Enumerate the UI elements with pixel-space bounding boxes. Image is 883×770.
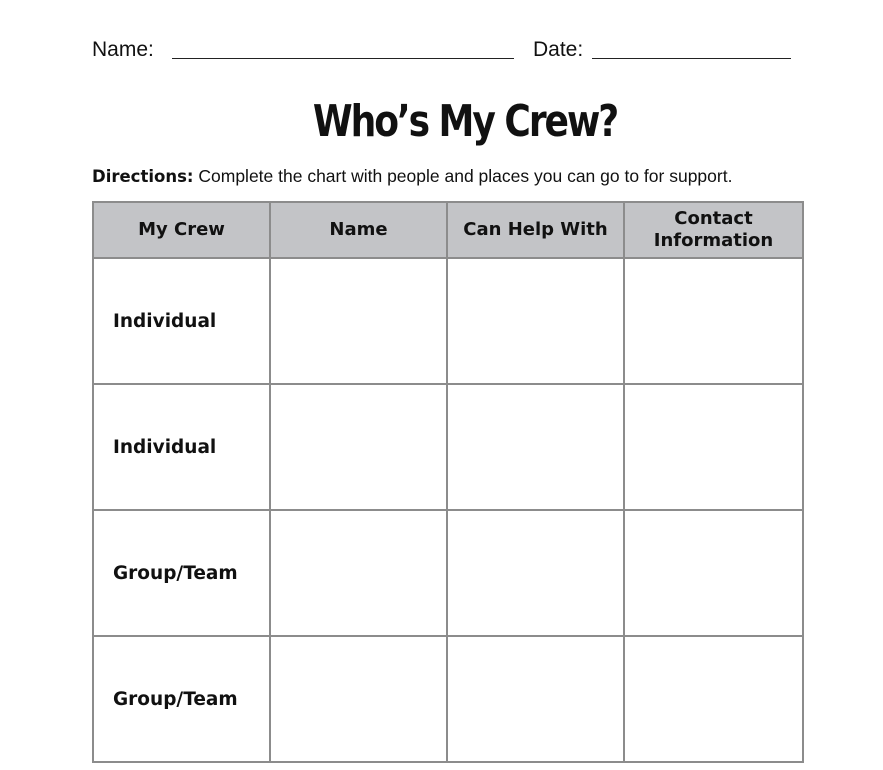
date-blank-line[interactable] bbox=[592, 58, 791, 59]
row-label: Group/Team bbox=[93, 636, 270, 762]
name-cell[interactable] bbox=[270, 384, 447, 510]
contact-information-cell[interactable] bbox=[624, 636, 803, 762]
name-cell[interactable] bbox=[270, 510, 447, 636]
name-blank-line[interactable] bbox=[172, 58, 514, 59]
can-help-with-cell[interactable] bbox=[447, 510, 624, 636]
row-label: Individual bbox=[93, 384, 270, 510]
worksheet-header bbox=[92, 36, 792, 64]
name-label: Name: bbox=[92, 38, 154, 61]
can-help-with-cell[interactable] bbox=[447, 258, 624, 384]
table-row bbox=[93, 384, 803, 510]
header-my-crew: My Crew bbox=[93, 202, 270, 258]
table-row bbox=[93, 510, 803, 636]
date-label: Date: bbox=[533, 38, 584, 61]
name-cell[interactable] bbox=[270, 258, 447, 384]
page-title: Who’s My Crew? bbox=[312, 96, 618, 147]
directions-text: Complete the chart with people and places you can go to for support. bbox=[193, 166, 733, 186]
contact-information-cell[interactable] bbox=[624, 258, 803, 384]
header-can-help-with: Can Help With bbox=[447, 202, 624, 258]
row-label: Individual bbox=[93, 258, 270, 384]
header-name: Name bbox=[270, 202, 447, 258]
header-row bbox=[93, 202, 803, 258]
can-help-with-cell[interactable] bbox=[447, 636, 624, 762]
can-help-with-cell[interactable] bbox=[447, 384, 624, 510]
name-cell[interactable] bbox=[270, 636, 447, 762]
contact-information-cell[interactable] bbox=[624, 510, 803, 636]
row-label: Group/Team bbox=[93, 510, 270, 636]
table-row bbox=[93, 258, 803, 384]
crew-chart bbox=[92, 201, 804, 763]
header-contact-information: Contact Information bbox=[624, 202, 803, 258]
contact-information-cell[interactable] bbox=[624, 384, 803, 510]
directions-label: Directions: bbox=[92, 167, 194, 186]
table-row bbox=[93, 636, 803, 762]
directions bbox=[92, 165, 812, 188]
